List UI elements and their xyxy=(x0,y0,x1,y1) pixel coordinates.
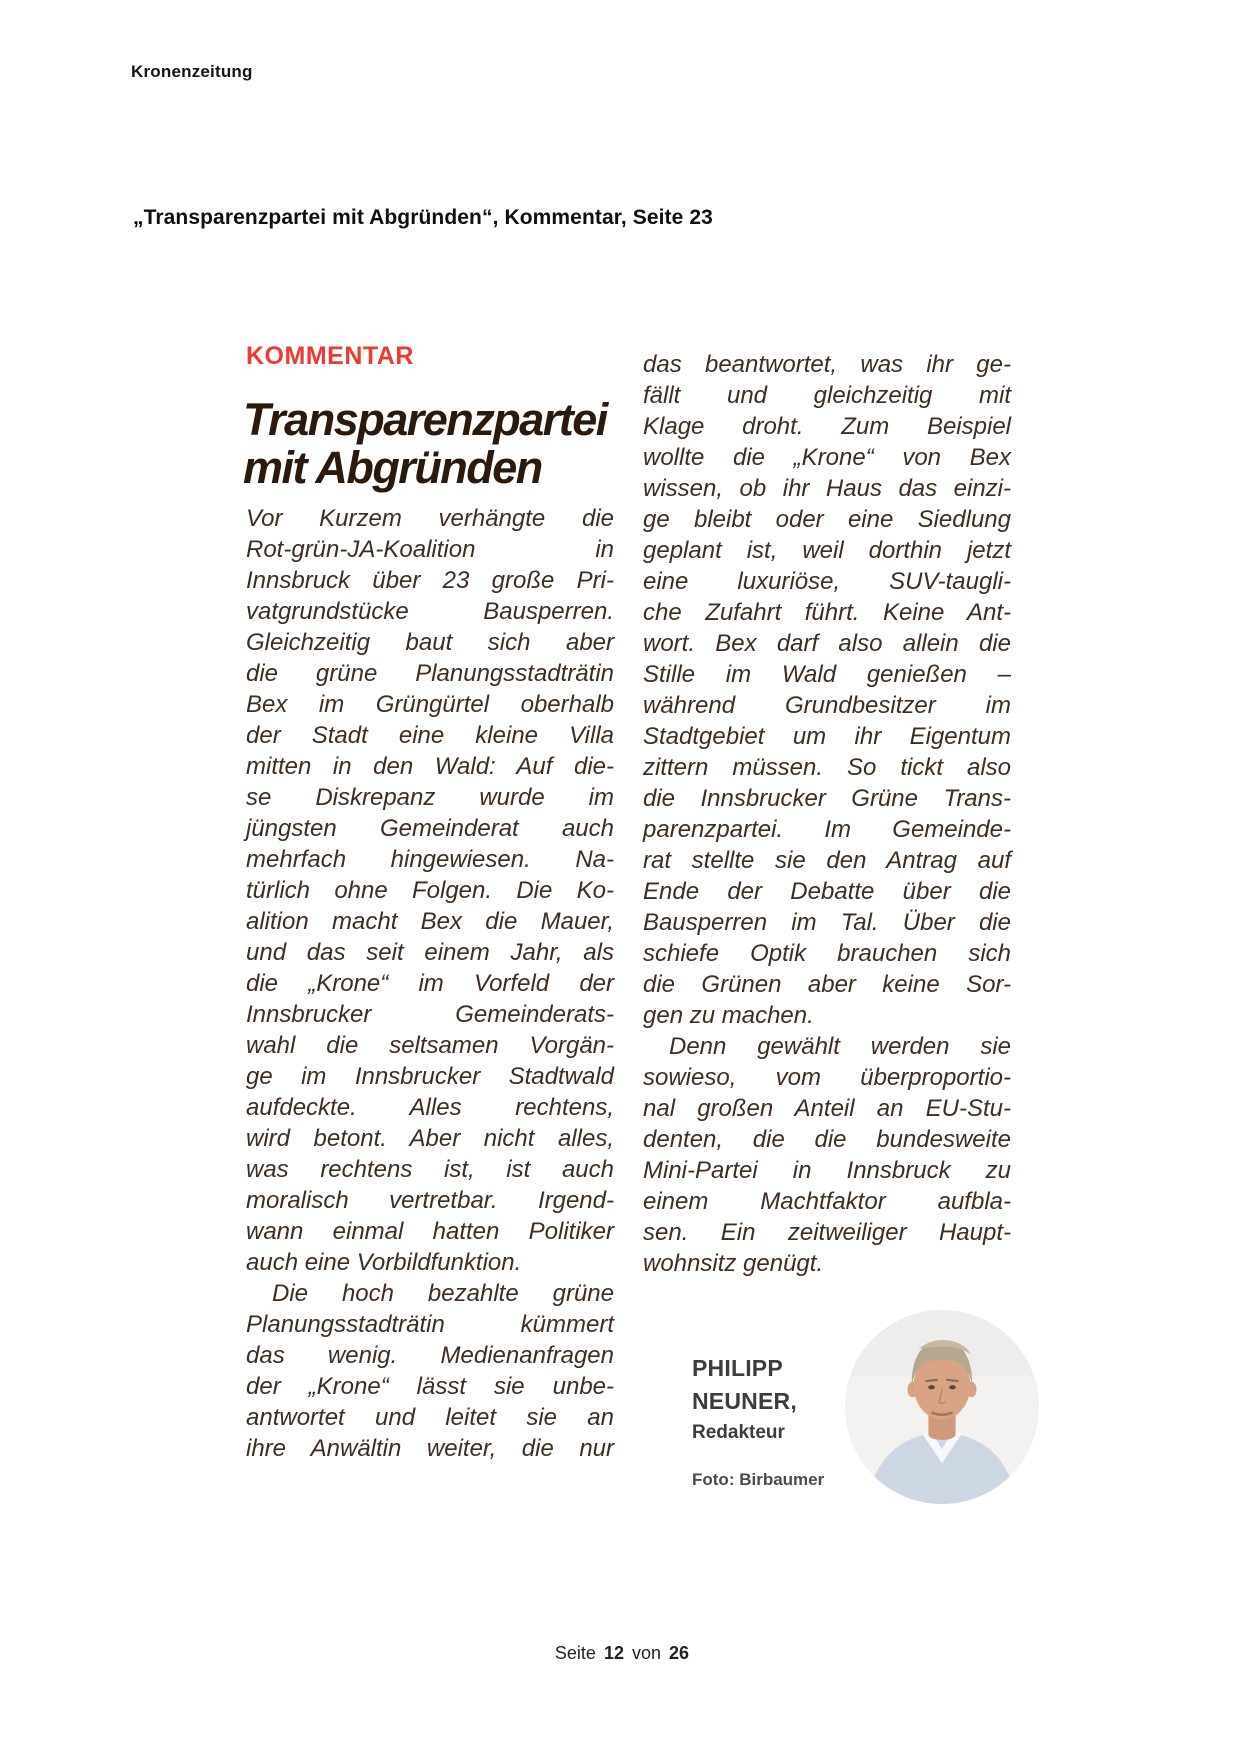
article-text-line: wissen, ob ihr Haus das einzi- xyxy=(643,475,1011,502)
article-text-line: Stadtgebiet um ihr Eigentum xyxy=(643,723,1011,750)
portrait-photo-icon xyxy=(845,1310,1039,1504)
article-text-line: die grüne Planungsstadträtin xyxy=(246,660,614,687)
article-text-line: wann einmal hatten Politiker xyxy=(246,1218,614,1245)
page-number: 12 xyxy=(603,1643,624,1663)
article-text-line: geplant ist, weil dorthin jetzt xyxy=(643,537,1011,564)
article-text-line: che Zufahrt führt. Keine Ant- xyxy=(643,599,1011,626)
article-text-line: der Stadt eine kleine Villa xyxy=(246,722,614,749)
article-text-line: Innsbruck über 23 große Pri- xyxy=(246,567,614,594)
article-text-line: Innsbrucker Gemeinderats- xyxy=(246,1001,614,1028)
article-text-line: mehrfach hingewiesen. Na- xyxy=(246,846,614,873)
article-text-line: antwortet und leitet sie an xyxy=(246,1404,614,1431)
article-text-line: Mini-Partei in Innsbruck zu xyxy=(643,1157,1011,1184)
article-text-line: wird betont. Aber nicht alles, xyxy=(246,1125,614,1152)
article-text-line: das wenig. Medienanfragen xyxy=(246,1342,614,1369)
article-text-line: auch eine Vorbildfunktion. xyxy=(246,1249,522,1276)
article-text-line: vatgrundstücke Bausperren. xyxy=(246,598,614,625)
article-text-line: se Diskrepanz wurde im xyxy=(246,784,614,811)
article-text-line: ge im Innsbrucker Stadtwald xyxy=(246,1063,614,1090)
article-text-line: Vor Kurzem verhängte die xyxy=(246,505,614,532)
article-text-line: moralisch vertretbar. Irgend- xyxy=(246,1187,614,1214)
author-block xyxy=(692,1352,824,1490)
author-name-line-1: PHILIPP xyxy=(692,1355,783,1381)
page-of-label: von xyxy=(632,1643,662,1663)
article-text-line: gen zu machen. xyxy=(643,1002,814,1029)
article-text-line: der „Krone“ lässt sie unbe- xyxy=(246,1373,614,1400)
article-headline xyxy=(243,396,643,492)
article-text-line: rat stellte sie den Antrag auf xyxy=(643,847,1011,874)
photo-credit: Foto: Birbaumer xyxy=(692,1470,825,1489)
article-text-line: und das seit einem Jahr, als xyxy=(246,939,614,966)
article-text-line: die Grünen aber keine Sor- xyxy=(643,971,1011,998)
article-text-line: Ende der Debatte über die xyxy=(643,878,1011,905)
article-text-line: zittern müssen. So tickt also xyxy=(643,754,1011,781)
article-text-line: türlich ohne Folgen. Die Ko- xyxy=(246,877,614,904)
article-text-line: wort. Bex darf also allein die xyxy=(643,630,1011,657)
article-text-line: denten, die die bundesweite xyxy=(643,1126,1011,1153)
source-label: Kronenzeitung xyxy=(131,62,253,81)
article-text-line: Rot-grün-JA-Koalition in xyxy=(246,536,614,563)
article-column-left xyxy=(246,503,614,1464)
article-text-line: Gleichzeitig baut sich aber xyxy=(246,629,614,656)
article-text-line: sowieso, vom überproportio- xyxy=(643,1064,1011,1091)
page-indicator xyxy=(0,1643,1241,1664)
headline-line-2: mit Abgründen xyxy=(243,442,542,493)
article-text-line: die Innsbrucker Grüne Trans- xyxy=(643,785,1011,812)
page-total: 26 xyxy=(669,1643,690,1663)
article-text-line: parenzpartei. Im Gemeinde- xyxy=(643,816,1011,843)
article-text-line: sen. Ein zeitweiliger Haupt- xyxy=(643,1219,1011,1246)
article-text-line: jüngsten Gemeinderat auch xyxy=(246,815,614,842)
article-text-line: mitten in den Wald: Auf die- xyxy=(246,753,614,780)
author-name-line-2: NEUNER, xyxy=(692,1388,797,1414)
author-photo xyxy=(845,1310,1039,1504)
article-text-line: Klage droht. Zum Beispiel xyxy=(643,413,1011,440)
kicker-label: KOMMENTAR xyxy=(246,342,414,370)
headline-line-1: Transparenzpartei xyxy=(243,394,607,445)
article-text-line: eine luxuriöse, SUV-taugli- xyxy=(643,568,1011,595)
article-text-line: wollte die „Krone“ von Bex xyxy=(643,444,1011,471)
article-text-line: schiefe Optik brauchen sich xyxy=(643,940,1011,967)
article-text-line: ge bleibt oder eine Siedlung xyxy=(643,506,1011,533)
article-text-line: was rechtens ist, ist auch xyxy=(246,1156,614,1183)
page-label: Seite xyxy=(554,1643,596,1663)
article-text-line: nal großen Anteil an EU-Stu- xyxy=(643,1095,1011,1122)
article-text-line: Planungsstadträtin kümmert xyxy=(246,1311,614,1338)
article-text-line: ihre Anwältin weiter, die nur xyxy=(246,1435,614,1462)
author-role: Redakteur xyxy=(692,1422,785,1443)
article-text-line: fällt und gleichzeitig mit xyxy=(643,382,1011,409)
article-column-right xyxy=(643,349,1011,1279)
article-text-line: alition macht Bex die Mauer, xyxy=(246,908,614,935)
article-reference-title: „Transparenzpartei mit Abgründen“, Kommentar, Seite 23 xyxy=(133,206,713,229)
article-text-line: Die hoch bezahlte grüne xyxy=(272,1280,614,1307)
article-text-line: das beantwortet, was ihr ge- xyxy=(643,351,1011,378)
article-text-line: die „Krone“ im Vorfeld der xyxy=(246,970,614,997)
article-text-line: Bex im Grüngürtel oberhalb xyxy=(246,691,614,718)
article-text-line: Stille im Wald genießen – xyxy=(643,661,1011,688)
article-text-line: Bausperren im Tal. Über die xyxy=(643,909,1011,936)
article-text-line: wohnsitz genügt. xyxy=(643,1250,824,1277)
article-text-line: aufdeckte. Alles rechtens, xyxy=(246,1094,614,1121)
article-text-line: während Grundbesitzer im xyxy=(643,692,1011,719)
article-text-line: Denn gewählt werden sie xyxy=(669,1033,1011,1060)
article-text-line: wahl die seltsamen Vorgän- xyxy=(246,1032,614,1059)
article-text-line: einem Machtfaktor aufbla- xyxy=(643,1188,1011,1215)
